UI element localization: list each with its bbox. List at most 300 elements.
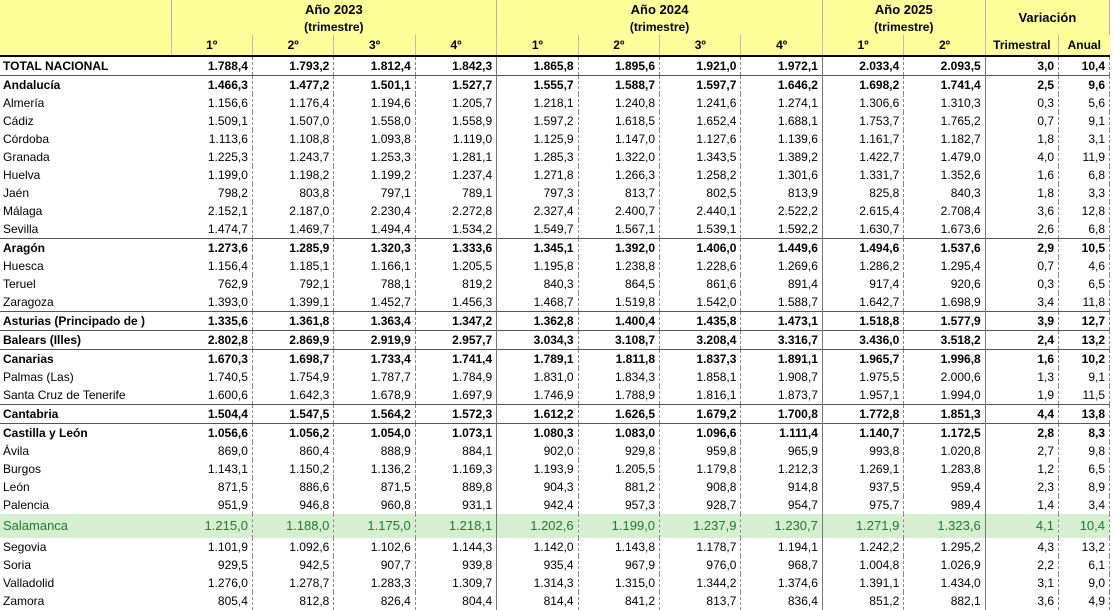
table-cell: 2,6 <box>985 220 1058 239</box>
table-cell: 1.873,7 <box>741 386 822 405</box>
table-cell: 8,9 <box>1059 478 1110 496</box>
table-cell: 1.343,5 <box>660 148 741 166</box>
table-cell: 9,0 <box>1059 574 1110 592</box>
table-cell: 1.276,0 <box>171 574 252 592</box>
table-cell: 884,1 <box>415 442 496 460</box>
table-cell: 1.473,1 <box>741 312 822 331</box>
table-cell: 3.108,7 <box>578 331 659 350</box>
table-cell: 2,3 <box>985 478 1058 496</box>
year-2023-title: Año 2023 <box>171 0 497 18</box>
quarter-header: 2º <box>904 35 985 56</box>
table-cell: 1.241,6 <box>660 94 741 112</box>
table-cell: 1.753,7 <box>822 112 903 130</box>
table-row <box>0 76 1110 95</box>
table-cell: 917,4 <box>822 275 903 293</box>
table-row <box>0 592 1110 610</box>
table-cell: 1.020,8 <box>904 442 985 460</box>
table-cell: 1.688,1 <box>741 112 822 130</box>
table-cell: 1.347,2 <box>415 312 496 331</box>
table-cell: 920,6 <box>904 275 985 293</box>
table-cell: 1.295,4 <box>904 257 985 275</box>
table-cell: 840,3 <box>904 184 985 202</box>
table-cell: 907,7 <box>334 556 415 574</box>
table-cell: 1.274,1 <box>741 94 822 112</box>
table-cell: 1.212,3 <box>741 460 822 478</box>
table-cell: 813,7 <box>578 184 659 202</box>
table-cell: 1.549,7 <box>497 220 578 239</box>
row-label: Andalucía <box>3 78 61 92</box>
table-cell: 2,9 <box>985 239 1058 258</box>
variacion-header: Variación <box>985 0 1109 35</box>
table-cell: 11,8 <box>1059 293 1110 312</box>
table-cell: 939,8 <box>415 556 496 574</box>
table-cell: 1.788,4 <box>171 56 252 76</box>
table-cell: 993,8 <box>822 442 903 460</box>
quarter-header: 1º <box>171 35 252 56</box>
table-cell: 1.202,6 <box>497 514 578 538</box>
table-cell: 1.477,2 <box>252 76 333 95</box>
table-cell: 1.080,3 <box>497 424 578 443</box>
table-cell: 1.119,0 <box>415 130 496 148</box>
table-cell: 1.285,3 <box>497 148 578 166</box>
row-label: Zamora <box>3 594 45 608</box>
quarter-header: 2º <box>578 35 659 56</box>
row-label: Ávila <box>3 444 30 458</box>
table-cell: 1.469,7 <box>252 220 333 239</box>
table-cell: 1.994,0 <box>904 386 985 405</box>
row-label: León <box>3 480 30 494</box>
row-label: Castilla y León <box>3 426 88 440</box>
table-cell: 3.034,3 <box>497 331 578 350</box>
table-cell: 1.230,7 <box>741 514 822 538</box>
table-cell: 4,3 <box>985 538 1058 556</box>
table-cell: 1.199,0 <box>171 166 252 184</box>
table-cell: 1.642,3 <box>252 386 333 405</box>
table-cell: 1.754,9 <box>252 368 333 386</box>
table-cell: 1.335,6 <box>171 312 252 331</box>
table-cell: 871,5 <box>171 478 252 496</box>
table-cell: 904,3 <box>497 478 578 496</box>
table-cell: 928,7 <box>660 496 741 514</box>
table-cell: 1.205,7 <box>415 94 496 112</box>
table-cell: 1.921,0 <box>660 56 741 76</box>
table-cell: 889,8 <box>415 478 496 496</box>
row-label: Canarias <box>3 352 54 366</box>
table-row <box>0 239 1110 258</box>
row-label: Segovia <box>3 540 47 554</box>
table-cell: 3.316,7 <box>741 331 822 350</box>
table-cell: 1.895,6 <box>578 56 659 76</box>
table-row <box>0 460 1110 478</box>
table-cell: 2.272,8 <box>415 202 496 220</box>
table-cell: 1.269,1 <box>822 460 903 478</box>
table-body <box>0 56 1110 610</box>
table-cell: 1.144,3 <box>415 538 496 556</box>
table-cell: 13,2 <box>1059 538 1110 556</box>
table-cell: 1.865,8 <box>497 56 578 76</box>
table-cell: 1.108,8 <box>252 130 333 148</box>
table-cell: 1.273,6 <box>171 239 252 258</box>
row-label: Córdoba <box>3 132 50 146</box>
table-cell: 1.073,1 <box>415 424 496 443</box>
quarter-header: 4º <box>741 35 822 56</box>
table-cell: 1.479,0 <box>904 148 985 166</box>
table-cell: 1.143,8 <box>578 538 659 556</box>
table-cell: 886,6 <box>252 478 333 496</box>
header-blank <box>0 0 171 35</box>
table-cell: 1.975,5 <box>822 368 903 386</box>
table-cell: 1.534,2 <box>415 220 496 239</box>
table-cell: 881,2 <box>578 478 659 496</box>
table-cell: 2.708,4 <box>904 202 985 220</box>
table-row <box>0 478 1110 496</box>
table-cell: 1.435,8 <box>660 312 741 331</box>
table-cell: 1.361,8 <box>252 312 333 331</box>
table-cell: 2.615,4 <box>822 202 903 220</box>
table-cell: 1.537,6 <box>904 239 985 258</box>
row-label: Santa Cruz de Tenerife <box>3 388 126 402</box>
table-cell: 891,4 <box>741 275 822 293</box>
table-cell: 1.539,1 <box>660 220 741 239</box>
table-header <box>0 0 1110 56</box>
table-cell: 1.237,9 <box>660 514 741 538</box>
table-cell: 1.831,0 <box>497 368 578 386</box>
row-label: Cantabria <box>3 407 59 421</box>
table-cell: 797,3 <box>497 184 578 202</box>
table-cell: 1.140,7 <box>822 424 903 443</box>
table-cell: 1,9 <box>985 386 1058 405</box>
table-cell: 2.033,4 <box>822 56 903 76</box>
table-cell: 1.519,8 <box>578 293 659 312</box>
table-cell: 1.466,3 <box>171 76 252 95</box>
quarter-header: 3º <box>334 35 415 56</box>
table-cell: 1.646,2 <box>741 76 822 95</box>
table-cell: 1.972,1 <box>741 56 822 76</box>
table-row <box>0 442 1110 460</box>
table-cell: 954,7 <box>741 496 822 514</box>
table-cell: 2,2 <box>985 556 1058 574</box>
table-cell: 1.127,6 <box>660 130 741 148</box>
table-cell: 1.295,2 <box>904 538 985 556</box>
table-cell: 1.194,6 <box>334 94 415 112</box>
table-cell: 802,5 <box>660 184 741 202</box>
table-row <box>0 574 1110 592</box>
year-2025-title: Año 2025 <box>822 0 985 18</box>
table-cell: 1.345,1 <box>497 239 578 258</box>
table-cell: 960,8 <box>334 496 415 514</box>
table-cell: 882,1 <box>904 592 985 610</box>
table-cell: 803,8 <box>252 184 333 202</box>
table-cell: 1.333,6 <box>415 239 496 258</box>
table-cell: 2.522,2 <box>741 202 822 220</box>
table-cell: 1.452,7 <box>334 293 415 312</box>
table-cell: 1.314,3 <box>497 574 578 592</box>
table-cell: 6,8 <box>1059 166 1110 184</box>
table-cell: 6,1 <box>1059 556 1110 574</box>
table-cell: 1.166,1 <box>334 257 415 275</box>
table-cell: 2,5 <box>985 76 1058 95</box>
table-cell: 946,8 <box>252 496 333 514</box>
table-cell: 1.746,9 <box>497 386 578 405</box>
table-cell: 1.399,1 <box>252 293 333 312</box>
table-cell: 1.588,7 <box>741 293 822 312</box>
table-cell: 0,7 <box>985 112 1058 130</box>
table-cell: 1.218,1 <box>497 94 578 112</box>
table-cell: 3,6 <box>985 592 1058 610</box>
table-cell: 1.266,3 <box>578 166 659 184</box>
table-cell: 13,8 <box>1059 405 1110 424</box>
table-cell: 6,5 <box>1059 460 1110 478</box>
table-cell: 1.147,0 <box>578 130 659 148</box>
table-cell: 1.101,9 <box>171 538 252 556</box>
table-cell: 1.558,9 <box>415 112 496 130</box>
table-cell: 1.908,7 <box>741 368 822 386</box>
row-label: Cádiz <box>3 114 34 128</box>
table-cell: 1.788,9 <box>578 386 659 405</box>
table-cell: 1.787,7 <box>334 368 415 386</box>
table-cell: 1.238,8 <box>578 257 659 275</box>
table-cell: 1.698,2 <box>822 76 903 95</box>
table-cell: 965,9 <box>741 442 822 460</box>
table-cell: 1.243,7 <box>252 148 333 166</box>
table-cell: 1.142,0 <box>497 538 578 556</box>
table-row <box>0 220 1110 239</box>
row-label: Jaén <box>3 186 30 200</box>
table-cell: 1.285,9 <box>252 239 333 258</box>
table-cell: 1.670,3 <box>171 350 252 369</box>
row-label: Soria <box>3 558 32 572</box>
table-cell: 3,6 <box>985 202 1058 220</box>
table-cell: 1.406,0 <box>660 239 741 258</box>
row-label: Asturias (Principado de ) <box>3 314 146 328</box>
table-cell: 0,3 <box>985 275 1058 293</box>
table-cell: 1.494,4 <box>334 220 415 239</box>
table-cell: 1.391,1 <box>822 574 903 592</box>
table-cell: 1.198,2 <box>252 166 333 184</box>
table-cell: 1.567,1 <box>578 220 659 239</box>
table-cell: 1.698,9 <box>904 293 985 312</box>
table-cell: 2.802,8 <box>171 331 252 350</box>
table-row <box>0 368 1110 386</box>
table-cell: 1.362,8 <box>497 312 578 331</box>
table-cell: 1.169,3 <box>415 460 496 478</box>
table-cell: 1.679,2 <box>660 405 741 424</box>
table-cell: 1.271,8 <box>497 166 578 184</box>
year-2024-title: Año 2024 <box>497 0 823 18</box>
table-cell: 937,5 <box>822 478 903 496</box>
anual-header: Anual <box>1059 35 1110 56</box>
quarter-header: 2º <box>252 35 333 56</box>
table-row <box>0 166 1110 184</box>
table-cell: 3,1 <box>1059 130 1110 148</box>
table-cell: 9,8 <box>1059 442 1110 460</box>
table-cell: 1,3 <box>985 368 1058 386</box>
table-cell: 1.150,2 <box>252 460 333 478</box>
row-label: TOTAL NACIONAL <box>3 59 109 73</box>
year-2023-subtitle: (trimestre) <box>171 18 497 35</box>
table-cell: 1,6 <box>985 350 1058 369</box>
table-cell: 1.816,1 <box>660 386 741 405</box>
table-cell: 3,4 <box>985 293 1058 312</box>
table-cell: 2.230,4 <box>334 202 415 220</box>
table-cell: 2.187,0 <box>252 202 333 220</box>
table-cell: 1.733,4 <box>334 350 415 369</box>
table-cell: 1.182,7 <box>904 130 985 148</box>
table-cell: 1.161,7 <box>822 130 903 148</box>
table-cell: 2.869,9 <box>252 331 333 350</box>
table-cell: 1.136,2 <box>334 460 415 478</box>
table-cell: 1.597,7 <box>660 76 741 95</box>
table-cell: 1.700,8 <box>741 405 822 424</box>
table-cell: 1.188,0 <box>252 514 333 538</box>
table-cell: 1.858,1 <box>660 368 741 386</box>
table-cell: 9,1 <box>1059 112 1110 130</box>
row-label: Almería <box>3 96 45 110</box>
table-cell: 0,3 <box>985 94 1058 112</box>
table-cell: 3.518,2 <box>904 331 985 350</box>
table-row <box>0 514 1110 538</box>
table-cell: 1.056,2 <box>252 424 333 443</box>
row-label: Sevilla <box>3 222 39 236</box>
quarter-header: 1º <box>822 35 903 56</box>
table-row <box>0 538 1110 556</box>
table-cell: 1.310,3 <box>904 94 985 112</box>
table-cell: 1.630,7 <box>822 220 903 239</box>
table-cell: 4,1 <box>985 514 1058 538</box>
table-cell: 959,8 <box>660 442 741 460</box>
table-cell: 1.996,8 <box>904 350 985 369</box>
header-blank-2 <box>0 35 171 56</box>
table-cell: 1.056,6 <box>171 424 252 443</box>
table-cell: 13,2 <box>1059 331 1110 350</box>
table-cell: 1.564,2 <box>334 405 415 424</box>
table-cell: 1,6 <box>985 166 1058 184</box>
table-cell: 1.237,4 <box>415 166 496 184</box>
table-row <box>0 130 1110 148</box>
table-cell: 1.740,5 <box>171 368 252 386</box>
table-cell: 1.205,5 <box>415 257 496 275</box>
table-cell: 1.626,5 <box>578 405 659 424</box>
table-cell: 864,5 <box>578 275 659 293</box>
table-cell: 1.240,8 <box>578 94 659 112</box>
table-cell: 4,6 <box>1059 257 1110 275</box>
table-cell: 1.652,4 <box>660 112 741 130</box>
table-cell: 2.327,4 <box>497 202 578 220</box>
table-cell: 929,8 <box>578 442 659 460</box>
table-cell: 8,3 <box>1059 424 1110 443</box>
table-cell: 869,0 <box>171 442 252 460</box>
table-cell: 1.306,6 <box>822 94 903 112</box>
table-cell: 3,4 <box>1059 496 1110 514</box>
table-cell: 1,8 <box>985 130 1058 148</box>
table-cell: 805,4 <box>171 592 252 610</box>
table-cell: 1.271,9 <box>822 514 903 538</box>
row-label: Teruel <box>3 277 36 291</box>
table-cell: 826,4 <box>334 592 415 610</box>
table-cell: 1,8 <box>985 184 1058 202</box>
table-cell: 825,8 <box>822 184 903 202</box>
table-cell: 2.919,9 <box>334 331 415 350</box>
table-cell: 11,5 <box>1059 386 1110 405</box>
table-cell: 1.572,3 <box>415 405 496 424</box>
table-cell: 888,9 <box>334 442 415 460</box>
table-cell: 1.772,8 <box>822 405 903 424</box>
table-cell: 1.179,8 <box>660 460 741 478</box>
table-cell: 1.113,6 <box>171 130 252 148</box>
table-cell: 908,8 <box>660 478 741 496</box>
trimestral-header: Trimestral <box>985 35 1058 56</box>
table-cell: 1.597,2 <box>497 112 578 130</box>
table-cell: 1.331,7 <box>822 166 903 184</box>
table-cell: 1.673,6 <box>904 220 985 239</box>
table-cell: 1.026,9 <box>904 556 985 574</box>
table-cell: 9,1 <box>1059 368 1110 386</box>
table-cell: 792,1 <box>252 275 333 293</box>
table-cell: 819,2 <box>415 275 496 293</box>
table-cell: 2.957,7 <box>415 331 496 350</box>
table-cell: 1.199,2 <box>334 166 415 184</box>
table-cell: 2.152,1 <box>171 202 252 220</box>
table-cell: 1.309,7 <box>415 574 496 592</box>
table-cell: 1.837,3 <box>660 350 741 369</box>
row-label: Burgos <box>3 462 42 476</box>
table-cell: 959,4 <box>904 478 985 496</box>
table-cell: 976,0 <box>660 556 741 574</box>
table-cell: 2.440,1 <box>660 202 741 220</box>
row-label: Zaragoza <box>3 295 54 309</box>
table-cell: 3,0 <box>985 56 1058 76</box>
table-cell: 1.509,1 <box>171 112 252 130</box>
table-row <box>0 184 1110 202</box>
table-cell: 3,9 <box>985 312 1058 331</box>
table-cell: 1.422,7 <box>822 148 903 166</box>
table-cell: 12,7 <box>1059 312 1110 331</box>
table-cell: 4,0 <box>985 148 1058 166</box>
table-cell: 975,7 <box>822 496 903 514</box>
table-cell: 1.352,6 <box>904 166 985 184</box>
table-cell: 902,0 <box>497 442 578 460</box>
table-cell: 1.092,6 <box>252 538 333 556</box>
table-cell: 1.178,7 <box>660 538 741 556</box>
table-cell: 1.400,4 <box>578 312 659 331</box>
table-cell: 1.698,7 <box>252 350 333 369</box>
table-cell: 1.851,3 <box>904 405 985 424</box>
table-cell: 1.322,0 <box>578 148 659 166</box>
table-cell: 1.176,4 <box>252 94 333 112</box>
table-cell: 1.286,2 <box>822 257 903 275</box>
table-cell: 5,6 <box>1059 94 1110 112</box>
table-cell: 1.392,0 <box>578 239 659 258</box>
table-cell: 1.789,1 <box>497 350 578 369</box>
table-cell: 1.054,0 <box>334 424 415 443</box>
table-cell: 1.205,5 <box>578 460 659 478</box>
table-row <box>0 94 1110 112</box>
table-cell: 1.156,4 <box>171 257 252 275</box>
table-cell: 1.965,7 <box>822 350 903 369</box>
table-row <box>0 331 1110 350</box>
table-cell: 3,1 <box>985 574 1058 592</box>
table-cell: 1.374,6 <box>741 574 822 592</box>
row-label: Granada <box>3 150 50 164</box>
table-cell: 3.208,4 <box>660 331 741 350</box>
table-cell: 2,8 <box>985 424 1058 443</box>
table-cell: 1.193,9 <box>497 460 578 478</box>
row-label: Balears (Illes) <box>3 333 82 347</box>
table-cell: 1.812,4 <box>334 56 415 76</box>
table-cell: 1.468,7 <box>497 293 578 312</box>
table-cell: 1.323,6 <box>904 514 985 538</box>
table-cell: 2,7 <box>985 442 1058 460</box>
